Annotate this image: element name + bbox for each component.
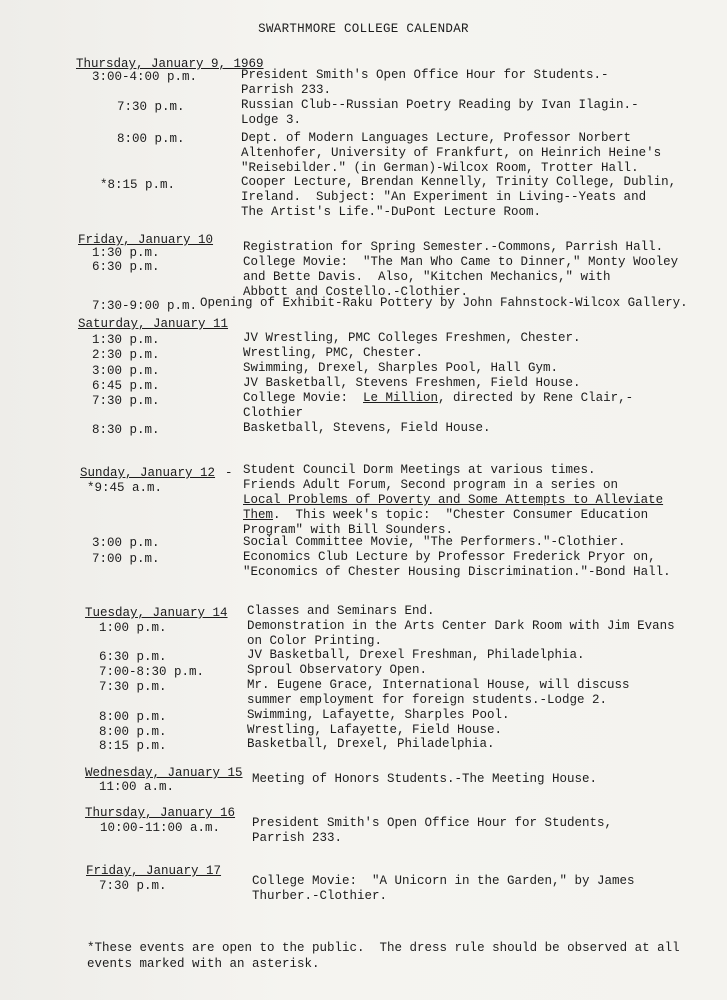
event-time: *8:15 p.m. bbox=[100, 178, 176, 192]
event-text: JV Wrestling, PMC Colleges Freshmen, Chester. bbox=[243, 331, 581, 345]
event-text: Russian Club--Russian Poetry Reading by Ivan Ilagin.- Lodge 3. bbox=[241, 98, 639, 127]
event-time: *9:45 a.m. bbox=[87, 481, 163, 495]
day-heading: Friday, January 10 bbox=[78, 233, 214, 247]
event-text: Registration for Spring Semester.-Commons, Parrish Hall. bbox=[243, 240, 664, 254]
day-heading: Wednesday, January 15 bbox=[85, 766, 243, 780]
event-time: 11:00 a.m. bbox=[99, 780, 175, 794]
day-heading: Thursday, January 9, 1969 bbox=[76, 57, 264, 71]
event-time: 3:00 p.m. bbox=[92, 364, 160, 378]
event-text-part: Friends Adult Forum, Second program in a series on bbox=[243, 478, 619, 492]
event-text: Social Committee Movie, "The Performers."-Clothier. bbox=[243, 535, 626, 549]
event-text: Swimming, Lafayette, Sharples Pool. bbox=[247, 708, 510, 722]
event-time: 7:30 p.m. bbox=[99, 879, 167, 893]
event-time: 3:00 p.m. bbox=[92, 536, 160, 550]
day-heading: Thursday, January 16 bbox=[85, 806, 236, 820]
event-time: 7:30 p.m. bbox=[117, 100, 185, 114]
event-text: Swimming, Drexel, Sharples Pool, Hall Gym. bbox=[243, 361, 559, 375]
event-text: Opening of Exhibit-Raku Pottery by John Fahnstock-Wilcox Gallery. bbox=[200, 296, 688, 310]
event-text: Wrestling, PMC, Chester. bbox=[243, 346, 424, 360]
event-text: Wrestling, Lafayette, Field House. bbox=[247, 723, 503, 737]
event-text: Dept. of Modern Languages Lecture, Professor Norbert Altenhofer, University of Frankfurt, on Heinrich Heine's "Reisebilder." (in German)-Wilcox Room, Trotter Hall. bbox=[241, 131, 662, 175]
event-time: 8:15 p.m. bbox=[99, 739, 167, 753]
event-time: 1:30 p.m. bbox=[92, 333, 160, 347]
dash-mark: - bbox=[225, 466, 233, 480]
event-time: 2:30 p.m. bbox=[92, 348, 160, 362]
event-text: President Smith's Open Office Hour for Students.- Parrish 233. bbox=[241, 68, 609, 97]
event-text: College Movie: "The Man Who Came to Dinner," Monty Wooley and Bette Davis. Also, "Kitchen Mechanics," with Abbott and Costello.-Clothier. bbox=[243, 255, 679, 299]
event-time: 10:00-11:00 a.m. bbox=[100, 821, 221, 835]
event-time: 7:30-9:00 p.m. bbox=[92, 299, 198, 313]
event-text: Classes and Seminars End. bbox=[247, 604, 435, 618]
event-time: 3:00-4:00 p.m. bbox=[92, 70, 198, 84]
event-time: 8:00 p.m. bbox=[99, 725, 167, 739]
program-title-cont: Them bbox=[243, 508, 274, 522]
event-time: 1:30 p.m. bbox=[92, 246, 160, 260]
event-text: Economics Club Lecture by Professor Frederick Pryor on, "Economics of Chester Housing Discrimination."-Bond Hall. bbox=[243, 550, 671, 579]
event-text: Demonstration in the Arts Center Dark Room with Jim Evans on Color Printing. bbox=[247, 619, 675, 648]
event-time: 7:00 p.m. bbox=[92, 552, 160, 566]
event-text: Mr. Eugene Grace, International House, will discuss summer employment for foreign students.-Lodge 2. bbox=[247, 678, 630, 707]
event-text-part: College Movie: bbox=[243, 391, 364, 405]
event-text: Sproul Observatory Open. bbox=[247, 663, 428, 677]
event-time: 8:30 p.m. bbox=[92, 423, 160, 437]
day-heading: Saturday, January 11 bbox=[78, 317, 229, 331]
movie-title: Le Million bbox=[363, 391, 439, 405]
event-text: Meeting of Honors Students.-The Meeting House. bbox=[252, 772, 598, 786]
footnote: *These events are open to the public. The dress rule should be observed at all events marked with an asterisk. bbox=[87, 941, 680, 971]
event-text-part: , directed by Rene Clair,- Clothier bbox=[243, 391, 634, 420]
program-title: Local Problems of Poverty and Some Attempts to Alleviate bbox=[243, 493, 664, 507]
event-time: 1:00 p.m. bbox=[99, 621, 167, 635]
event-text: Basketball, Stevens, Field House. bbox=[243, 421, 491, 435]
event-text: President Smith's Open Office Hour for Students, Parrish 233. bbox=[252, 816, 613, 845]
event-time: 7:30 p.m. bbox=[99, 680, 167, 694]
event-time: 6:45 p.m. bbox=[92, 379, 160, 393]
event-time: 7:00-8:30 p.m. bbox=[99, 665, 205, 679]
event-text: Student Council Dorm Meetings at various times. bbox=[243, 463, 596, 477]
event-text: College Movie: "A Unicorn in the Garden," by James Thurber.-Clothier. bbox=[252, 874, 635, 903]
day-heading: Tuesday, January 14 bbox=[85, 606, 228, 620]
event-text bbox=[243, 391, 633, 421]
event-time: 7:30 p.m. bbox=[92, 394, 160, 408]
event-text: Cooper Lecture, Brendan Kennelly, Trinity College, Dublin, Ireland. Subject: "An Experiment in Living--Yeats and The Artist's Life."-DuPont Lecture Room. bbox=[241, 175, 677, 219]
event-text-part: . This week's topic: "Chester Consumer Education Program" with Bill Sounders. bbox=[243, 508, 649, 537]
event-text: Basketball, Drexel, Philadelphia. bbox=[247, 737, 495, 751]
event-text bbox=[243, 478, 663, 538]
event-time: 6:30 p.m. bbox=[99, 650, 167, 664]
event-time: 8:00 p.m. bbox=[99, 710, 167, 724]
event-time: 6:30 p.m. bbox=[92, 260, 160, 274]
page-title: SWARTHMORE COLLEGE CALENDAR bbox=[258, 22, 469, 36]
event-text: JV Basketball, Drexel Freshman, Philadelphia. bbox=[247, 648, 585, 662]
event-time: 8:00 p.m. bbox=[117, 132, 185, 146]
day-heading: Sunday, January 12 bbox=[80, 466, 216, 480]
event-text: JV Basketball, Stevens Freshmen, Field House. bbox=[243, 376, 581, 390]
day-heading: Friday, January 17 bbox=[86, 864, 222, 878]
